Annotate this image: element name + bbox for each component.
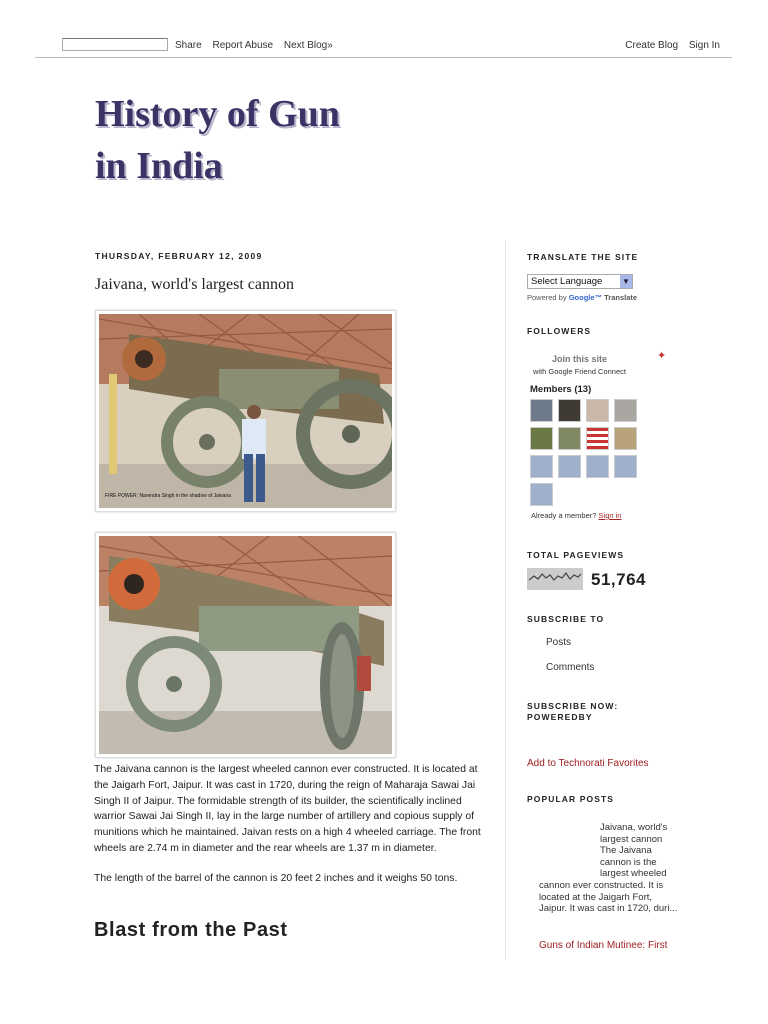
popular-post-2-link[interactable]: Guns of Indian Mutinee: First (539, 940, 668, 951)
avatar[interactable] (586, 455, 609, 478)
translate-heading: TRANSLATE THE SITE (527, 252, 639, 262)
popular-post-1-line: cannon is the (600, 856, 657, 868)
post-body (94, 762, 484, 901)
blogger-navbar (35, 34, 732, 58)
avatar[interactable] (614, 427, 637, 450)
already-member (531, 511, 621, 520)
followers-heading: FOLLOWERS (527, 326, 592, 336)
join-site-button[interactable]: Join this site (552, 354, 608, 364)
column-divider (505, 240, 506, 960)
post-paragraph-2: The length of the barrel of the cannon is 20 feet 2 inches and it weighs 50 tons. (94, 872, 458, 884)
chevron-down-icon: ▼ (620, 275, 632, 288)
subscribe-posts[interactable]: Posts (546, 637, 572, 648)
popular-posts-heading: POPULAR POSTS (527, 794, 615, 804)
avatar[interactable] (586, 427, 609, 450)
avatar[interactable] (530, 455, 553, 478)
navbar-search-input[interactable] (62, 38, 168, 51)
pageviews-count: 51,764 (591, 570, 646, 589)
avatar[interactable] (614, 455, 637, 478)
popular-post-1-intro[interactable] (600, 822, 680, 880)
members-count: Members (13) (530, 384, 592, 395)
already-member-label: Already a member? (531, 511, 597, 520)
sparkline-chart (527, 568, 583, 590)
language-select-value: Select Language (531, 276, 603, 287)
create-blog-link[interactable]: Create Blog (625, 40, 679, 51)
subscribe-comments[interactable]: Comments (546, 662, 595, 673)
next-blog-link[interactable]: Next Blog» (283, 40, 333, 51)
report-abuse-link[interactable]: Report Abuse (212, 40, 274, 51)
avatar[interactable] (586, 399, 609, 422)
pageviews-sparkline (527, 568, 583, 590)
avatar[interactable] (614, 399, 637, 422)
popular-post-1-line: The Jaivana (600, 845, 652, 856)
blog-title-line-1: History of Gun (95, 93, 340, 135)
avatar[interactable] (558, 427, 581, 450)
avatar[interactable] (530, 399, 553, 422)
navbar-right-links (617, 40, 720, 51)
cannon-photo-2-image (99, 536, 392, 754)
avatar[interactable] (530, 427, 553, 450)
google-logo: Google™ (568, 293, 603, 302)
popular-post-1-line: largest wheeled (600, 868, 667, 879)
popular-post-1-line: largest cannon (600, 833, 663, 845)
post-photo-cannon-1[interactable] (95, 310, 396, 512)
post-title[interactable]: Jaivana, world's largest cannon (95, 276, 294, 293)
subscribe-now-heading: SUBSCRIBE NOW: POWEREDBY (527, 701, 619, 722)
technorati-link[interactable]: Add to Technorati Favorites (527, 758, 649, 769)
sign-in-link[interactable]: Sign In (688, 40, 720, 51)
cannon-photo-1-image (99, 314, 392, 508)
pageviews-heading: TOTAL PAGEVIEWS (527, 550, 625, 560)
blog-title[interactable] (95, 88, 495, 192)
subscribe-heading: SUBSCRIBE TO (527, 614, 605, 624)
join-site-subtitle: with Google Friend Connect (533, 367, 626, 376)
avatar[interactable] (558, 399, 581, 422)
avatar[interactable] (558, 455, 581, 478)
translate-label: Translate (604, 293, 638, 302)
avatar[interactable] (530, 483, 553, 506)
post-photo-cannon-2[interactable] (95, 532, 396, 758)
powered-by-google-translate[interactable] (527, 293, 637, 302)
navbar-links (175, 40, 341, 51)
language-select[interactable] (527, 274, 633, 289)
followers-sign-in-link[interactable]: Sign in (598, 511, 622, 520)
powered-by-label: Powered by (527, 293, 567, 302)
cannon-photo-caption: FIRE POWER: Narendra Singh in the shadow of Jaivana (105, 493, 231, 499)
friend-connect-icon[interactable]: ✦ (657, 350, 667, 362)
popular-post-1-snippet: cannon ever constructed. It is located at the Jaigarh Fort, Jaipur. It was cast in 1720, duri... (539, 880, 678, 914)
post-subheading: Blast from the Past (94, 919, 288, 941)
popular-post-1-line: Jaivana, world's (600, 822, 668, 833)
post-date: THURSDAY, FEBRUARY 12, 2009 (95, 251, 263, 261)
post-paragraph-1: The Jaivana cannon is the largest wheeled cannon ever constructed. It is located at the Jaigarh Fort, Jaipur. It was cast in 1720, during the reign of Maharaja Sawai Jai Singh II of Jaipur. The formidable strength of its builder, the scientifically inclined warrior Sawai Jai Singh II, lay in the large number of artillery and copious supply of munitions which he maintained. Jaivan rests on a high 4 wheeled carriage. The front wheels are 2.74 m in diameter and the rear wheels are 1.37 m in diameter. (94, 764, 481, 854)
share-link[interactable]: Share (175, 40, 202, 51)
blog-title-line-2: in India (95, 145, 223, 187)
